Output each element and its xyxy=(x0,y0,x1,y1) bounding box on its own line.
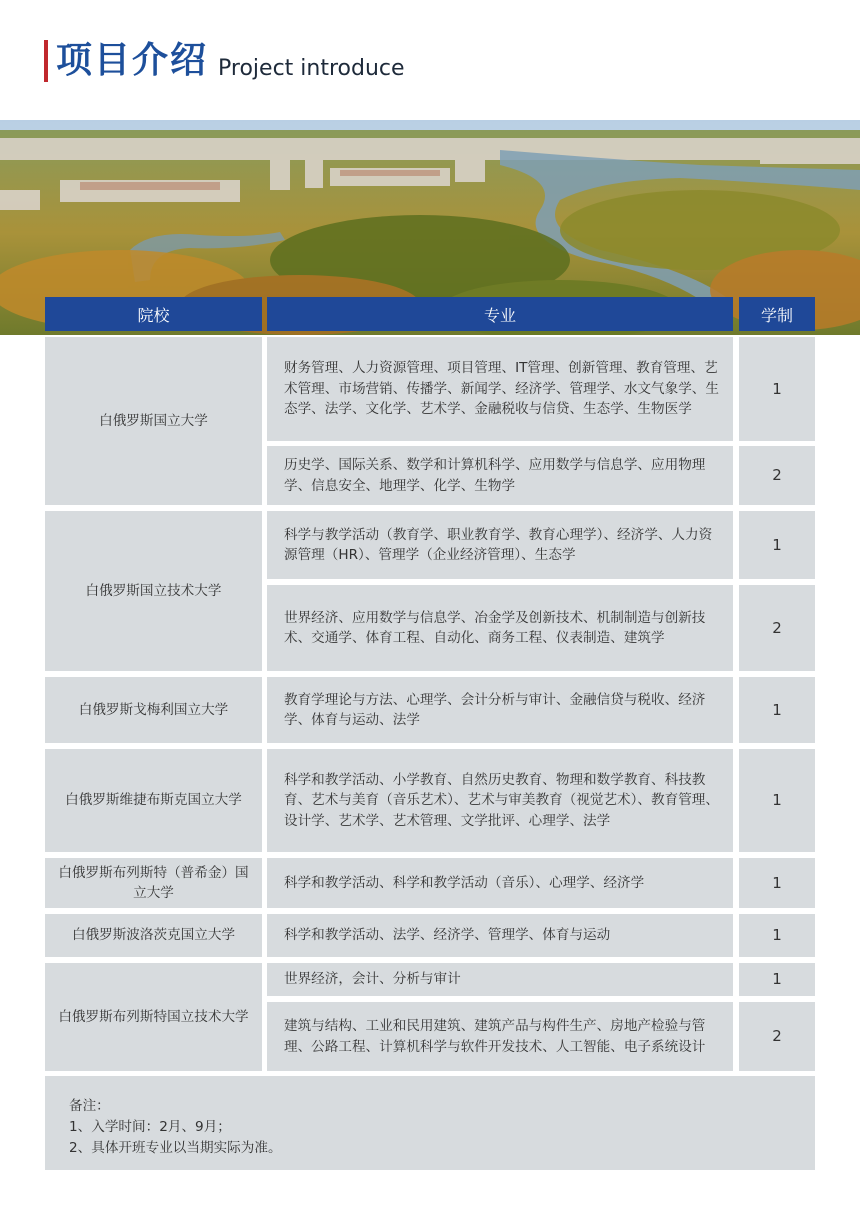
major-cell: 历史学、国际关系、数学和计算机科学、应用数学与信息学、应用物理学、信息安全、地理学、化学、生物学 xyxy=(267,446,733,505)
page-header xyxy=(44,40,405,82)
page-subtitle: Project introduce xyxy=(218,55,405,81)
major-cell: 世界经济、应用数学与信息学、冶金学及创新技术、机制制造与创新技术、交通学、体育工程、自动化、商务工程、仪表制造、建筑学 xyxy=(267,585,733,671)
years-cell: 1 xyxy=(739,677,815,743)
years-cell: 2 xyxy=(739,585,815,671)
major-cell: 世界经济，会计、分析与审计 xyxy=(267,963,733,996)
school-cell: 白俄罗斯国立大学 xyxy=(45,337,262,505)
notes-box xyxy=(45,1076,815,1170)
years-cell: 1 xyxy=(739,337,815,441)
major-cell: 科学与教学活动（教育学、职业教育学、教育心理学）、经济学、人力资源管理（HR）、管理学（企业经济管理）、生态学 xyxy=(267,511,733,579)
title-accent-bar xyxy=(44,40,48,82)
notes-line: 1、入学时间：2月、9月； xyxy=(69,1119,231,1135)
years-cell: 2 xyxy=(739,1002,815,1071)
years-cell: 1 xyxy=(739,749,815,852)
years-cell: 1 xyxy=(739,963,815,996)
school-cell: 白俄罗斯布列斯特国立技术大学 xyxy=(45,963,262,1071)
major-cell: 科学和教学活动、科学和教学活动（音乐）、心理学、经济学 xyxy=(267,858,733,908)
major-cell: 财务管理、人力资源管理、项目管理、IT管理、创新管理、教育管理、艺术管理、市场营销、传播学、新闻学、经济学、管理学、水文气象学、生态学、法学、文化学、艺术学、金融税收与信贷、生态学、生物医学 xyxy=(267,337,733,441)
school-cell: 白俄罗斯波洛茨克国立大学 xyxy=(45,914,262,957)
column-header-school: 院校 xyxy=(45,297,262,331)
years-cell: 1 xyxy=(739,914,815,957)
notes-line: 2、具体开班专业以当期实际为准。 xyxy=(69,1140,282,1156)
column-header-major: 专业 xyxy=(267,297,733,331)
major-cell: 教育学理论与方法、心理学、会计分析与审计、金融信贷与税收、经济学、体育与运动、法学 xyxy=(267,677,733,743)
years-cell: 2 xyxy=(739,446,815,505)
major-cell: 科学和教学活动、小学教育、自然历史教育、物理和数学教育、科技教育、艺术与美育（音乐艺术）、艺术与审美教育（视觉艺术）、教育管理、设计学、艺术学、艺术管理、文学批评、心理学、法学 xyxy=(267,749,733,852)
major-cell: 建筑与结构、工业和民用建筑、建筑产品与构件生产、房地产检验与管理、公路工程、计算机科学与软件开发技术、人工智能、电子系统设计 xyxy=(267,1002,733,1071)
notes-title: 备注： xyxy=(69,1098,110,1114)
school-cell: 白俄罗斯戈梅利国立大学 xyxy=(45,677,262,743)
years-cell: 1 xyxy=(739,511,815,579)
school-cell: 白俄罗斯国立技术大学 xyxy=(45,511,262,671)
major-cell: 科学和教学活动、法学、经济学、管理学、体育与运动 xyxy=(267,914,733,957)
page-title: 项目介绍 xyxy=(56,40,209,81)
school-cell: 白俄罗斯维捷布斯克国立大学 xyxy=(45,749,262,852)
column-header-years: 学制 xyxy=(739,297,815,331)
years-cell: 1 xyxy=(739,858,815,908)
school-cell: 白俄罗斯布列斯特（普希金）国立大学 xyxy=(45,858,262,908)
